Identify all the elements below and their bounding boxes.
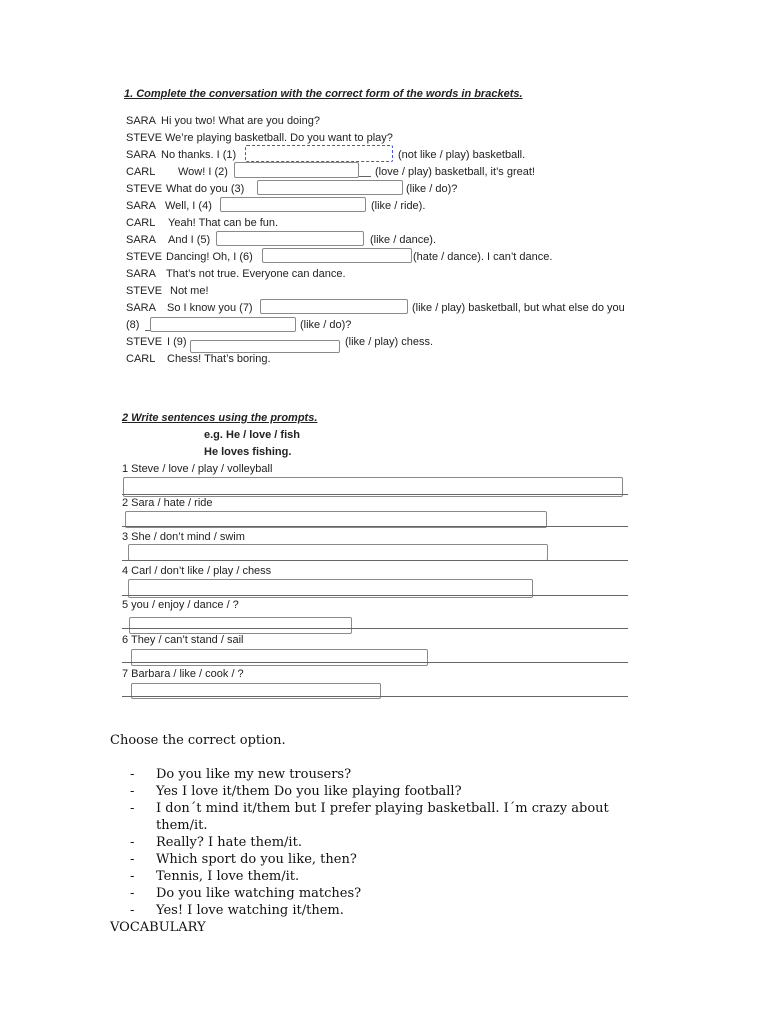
answer-input-2[interactable] xyxy=(234,162,359,178)
list-item-text: I don´t mind it/them but I prefer playing basketball. I´m crazy about xyxy=(156,801,609,816)
bullet: - xyxy=(130,784,135,799)
list-item-text: Really? I hate them/it. xyxy=(156,835,302,850)
dialogue-text: We’re playing basketball. Do you want to play? xyxy=(165,132,393,144)
dialogue-text: So I know you (7) xyxy=(167,302,253,314)
answer-input-3[interactable] xyxy=(257,180,403,195)
prompt-item: 1 Steve / love / play / volleyball xyxy=(122,463,273,475)
list-item-text: Tennis, I love them/it. xyxy=(156,869,300,884)
answer-line xyxy=(122,628,628,629)
speaker-label: STEVE xyxy=(126,183,163,195)
dialogue-text: Not me! xyxy=(170,285,209,297)
prompt-item: 5 you / enjoy / dance / ? xyxy=(122,599,239,611)
dialogue-text: (like / do)? xyxy=(406,183,458,195)
dialogue-text: (like / do)? xyxy=(300,319,352,331)
prompt-item: 6 They / can’t stand / sail xyxy=(122,634,244,646)
dialogue-text: (like / ride). xyxy=(371,200,426,212)
bullet: - xyxy=(130,869,135,884)
dialogue-text: (8) xyxy=(126,319,140,331)
answer-input-9[interactable] xyxy=(190,340,340,353)
bullet: - xyxy=(130,835,135,850)
prompt-item: 4 Carl / don’t like / play / chess xyxy=(122,565,272,577)
dialogue-text: (hate / dance). I can’t dance. xyxy=(413,251,553,263)
dialogue-text: (like / play) chess. xyxy=(345,336,434,348)
list-item-text: Yes I love it/them Do you like playing football? xyxy=(156,784,462,799)
prompt-item: 7 Barbara / like / cook / ? xyxy=(122,668,244,680)
list-item-text: Do you like watching matches? xyxy=(156,886,362,901)
answer-input-5[interactable] xyxy=(216,231,364,246)
answer-line xyxy=(122,696,628,697)
dialogue-text: No thanks. I (1) xyxy=(161,149,237,161)
answer-line xyxy=(359,176,371,177)
vocabulary-heading: VOCABULARY xyxy=(110,920,206,935)
list-item-text: Do you like my new trousers? xyxy=(156,767,352,782)
dialogue-text: (love / play) basketball, it’s great! xyxy=(375,166,535,178)
bullet: - xyxy=(130,903,135,918)
answer-input-7[interactable] xyxy=(260,299,408,314)
speaker-label: STEVE xyxy=(126,336,163,348)
speaker-label: SARA xyxy=(126,302,156,314)
speaker-label: SARA xyxy=(126,149,156,161)
answer-input-4[interactable] xyxy=(220,197,366,212)
exercise-1-title: 1. Complete the conversation with the correct form of the words in brackets. xyxy=(124,88,523,100)
speaker-label: SARA xyxy=(126,234,156,246)
speaker-label: SARA xyxy=(126,268,156,280)
dialogue-text: What do you (3) xyxy=(166,183,245,195)
answer-input-8[interactable] xyxy=(150,317,296,332)
answer-line xyxy=(122,662,628,663)
speaker-label: SARA xyxy=(126,200,156,212)
dialogue-text: (like / play) basketball, but what else do you xyxy=(412,302,625,314)
answer-line xyxy=(122,560,628,561)
dialogue-text: Wow! I (2) xyxy=(178,166,228,178)
speaker-label: CARL xyxy=(126,353,156,365)
speaker-label: SARA xyxy=(126,115,156,127)
dialogue-text: Yeah! That can be fun. xyxy=(168,217,279,229)
answer-input-1[interactable] xyxy=(245,145,393,162)
bullet: - xyxy=(130,886,135,901)
bullet: - xyxy=(130,767,135,782)
example-answer: He loves fishing. xyxy=(204,446,292,458)
sentence-input-5[interactable] xyxy=(129,617,352,634)
list-item-text: Which sport do you like, then? xyxy=(156,852,357,867)
dialogue-text: That’s not true. Everyone can dance. xyxy=(166,268,346,280)
dialogue-text: Dancing! Oh, I (6) xyxy=(166,251,253,263)
answer-line xyxy=(122,526,628,527)
dialogue-text: And I (5) xyxy=(168,234,211,246)
dialogue-text: Well, I (4) xyxy=(165,200,212,212)
speaker-label: CARL xyxy=(126,166,156,178)
bullet: - xyxy=(130,801,135,816)
speaker-label: STEVE xyxy=(126,285,163,297)
list-item-text: them/it. xyxy=(156,818,208,833)
exercise-3-title: Choose the correct option. xyxy=(110,733,286,748)
speaker-label: STEVE xyxy=(126,132,163,144)
list-item-text: Yes! I love watching it/them. xyxy=(156,903,344,918)
answer-line xyxy=(122,595,628,596)
bullet: - xyxy=(130,852,135,867)
exercise-2-title: 2 Write sentences using the prompts. xyxy=(122,412,318,424)
dialogue-text: (like / dance). xyxy=(370,234,437,246)
prompt-item: 2 Sara / hate / ride xyxy=(122,497,213,509)
dialogue-text: (not like / play) basketball. xyxy=(398,149,526,161)
dialogue-text: I (9) xyxy=(167,336,187,348)
prompt-item: 3 She / don’t mind / swim xyxy=(122,531,245,543)
speaker-label: CARL xyxy=(126,217,156,229)
dialogue-text: Chess! That’s boring. xyxy=(167,353,271,365)
speaker-label: STEVE xyxy=(126,251,163,263)
answer-line xyxy=(122,494,628,495)
answer-input-6[interactable] xyxy=(262,248,412,263)
sentence-input-3[interactable] xyxy=(128,544,548,561)
sentence-input-6[interactable] xyxy=(131,649,428,666)
dialogue-text: Hi you two! What are you doing? xyxy=(161,115,320,127)
example-prompt: e.g. He / love / fish xyxy=(204,429,300,441)
